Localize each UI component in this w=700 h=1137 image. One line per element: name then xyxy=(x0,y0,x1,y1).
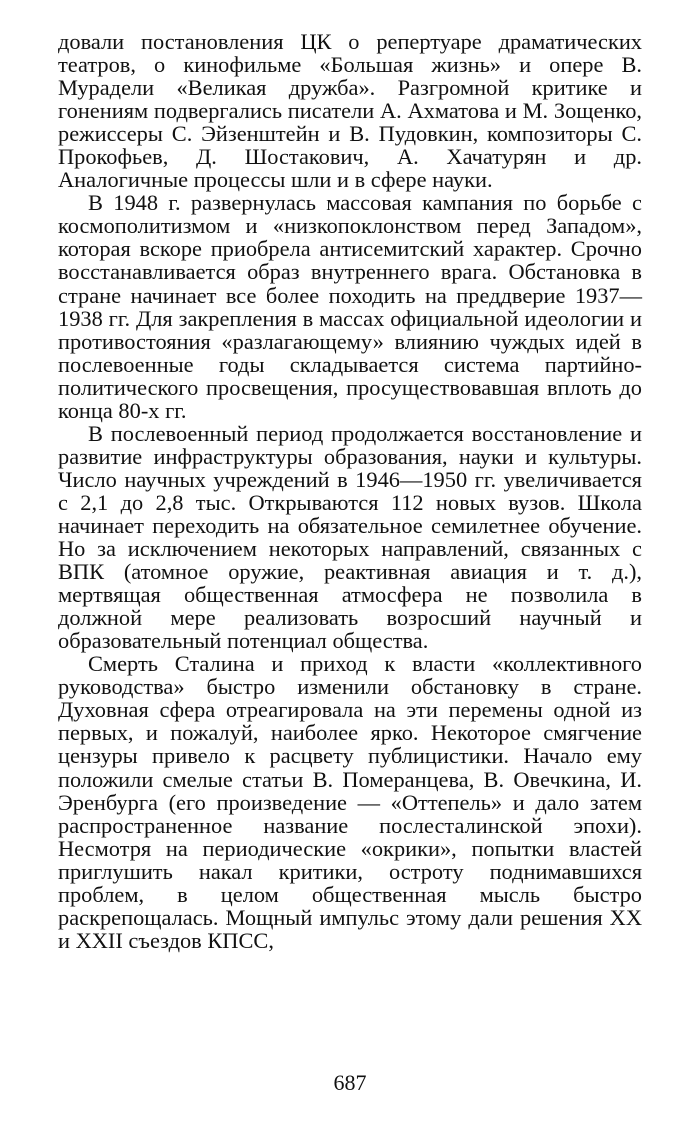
paragraph-thaw: Смерть Сталина и приход к власти «коллективного руководства» быстро изменили обстановку в стране. Духовная сфера отреагировала на эти перемены одной из первых, и пожалуй, наиболее ярко. Некоторое смягчение цензуры привело к расцвету публицистики. Начало ему положили смелые статьи В. Померанцева, В. Овечкина, И. Эренбурга (его произведение — «Оттепель» и дало затем распространенное название послесталинской эпохи). Несмотря на периодические «окрики», попытки властей приглушить накал критики, остроту поднимавшихся проблем, в целом общественная мысль быстро раскрепощалась. Мощный импульс этому дали решения XX и XXII съездов КПСС, xyxy=(58,651,642,953)
paragraph-cosmopolitanism: В 1948 г. развернулась массовая кампания по борьбе с космополитизмом и «низкопоклонством перед Западом», которая вскоре приобрела антисемитский характер. Срочно восстанавливается образ внутреннего врага. Обстановка в стране начинает все более походить на преддверие 1937—1938 гг. Для закрепления в массах официальной идеологии и противостояния «разлагающему» влиянию чуждых идей в послевоенные годы складывается система партийно-политического просвещения, просуществовавшая вплоть до конца 80-х гг. xyxy=(58,190,642,423)
page-number: 687 xyxy=(333,1070,367,1095)
paragraph-postwar-education: В послевоенный период продолжается восстановление и развитие инфраструктуры образования, науки и культуры. Число научных учреждений в 1946—1950 гг. увеличивается с 2,1 до 2,8 тыс. Открываются 112 новых вузов. Школа начинает переходить на обязательное семилетнее обучение. Но за исключением некоторых направлений, связанных с ВПК (атомное оружие, реактивная авиация и т. д.), мертвящая общественная атмосфера не позволила в должной мере реализовать возросший научный и образовательный потенциал общества. xyxy=(58,420,642,654)
paragraph-continuation: довали постановления ЦК о репертуаре драматических театров, о кинофильме «Большая жизнь» и опере В. Мурадели «Великая дружба». Разгромной критике и гонениям подвергались писатели А. Ахматова и М. Зощенко, режиссеры С. Эйзенштейн и В. Пудовкин, композиторы С. Прокофьев, Д. Шостакович, А. Хачатурян и др. Аналогичные процессы шли и в сфере науки. xyxy=(58,29,642,193)
page-body xyxy=(58,30,642,952)
